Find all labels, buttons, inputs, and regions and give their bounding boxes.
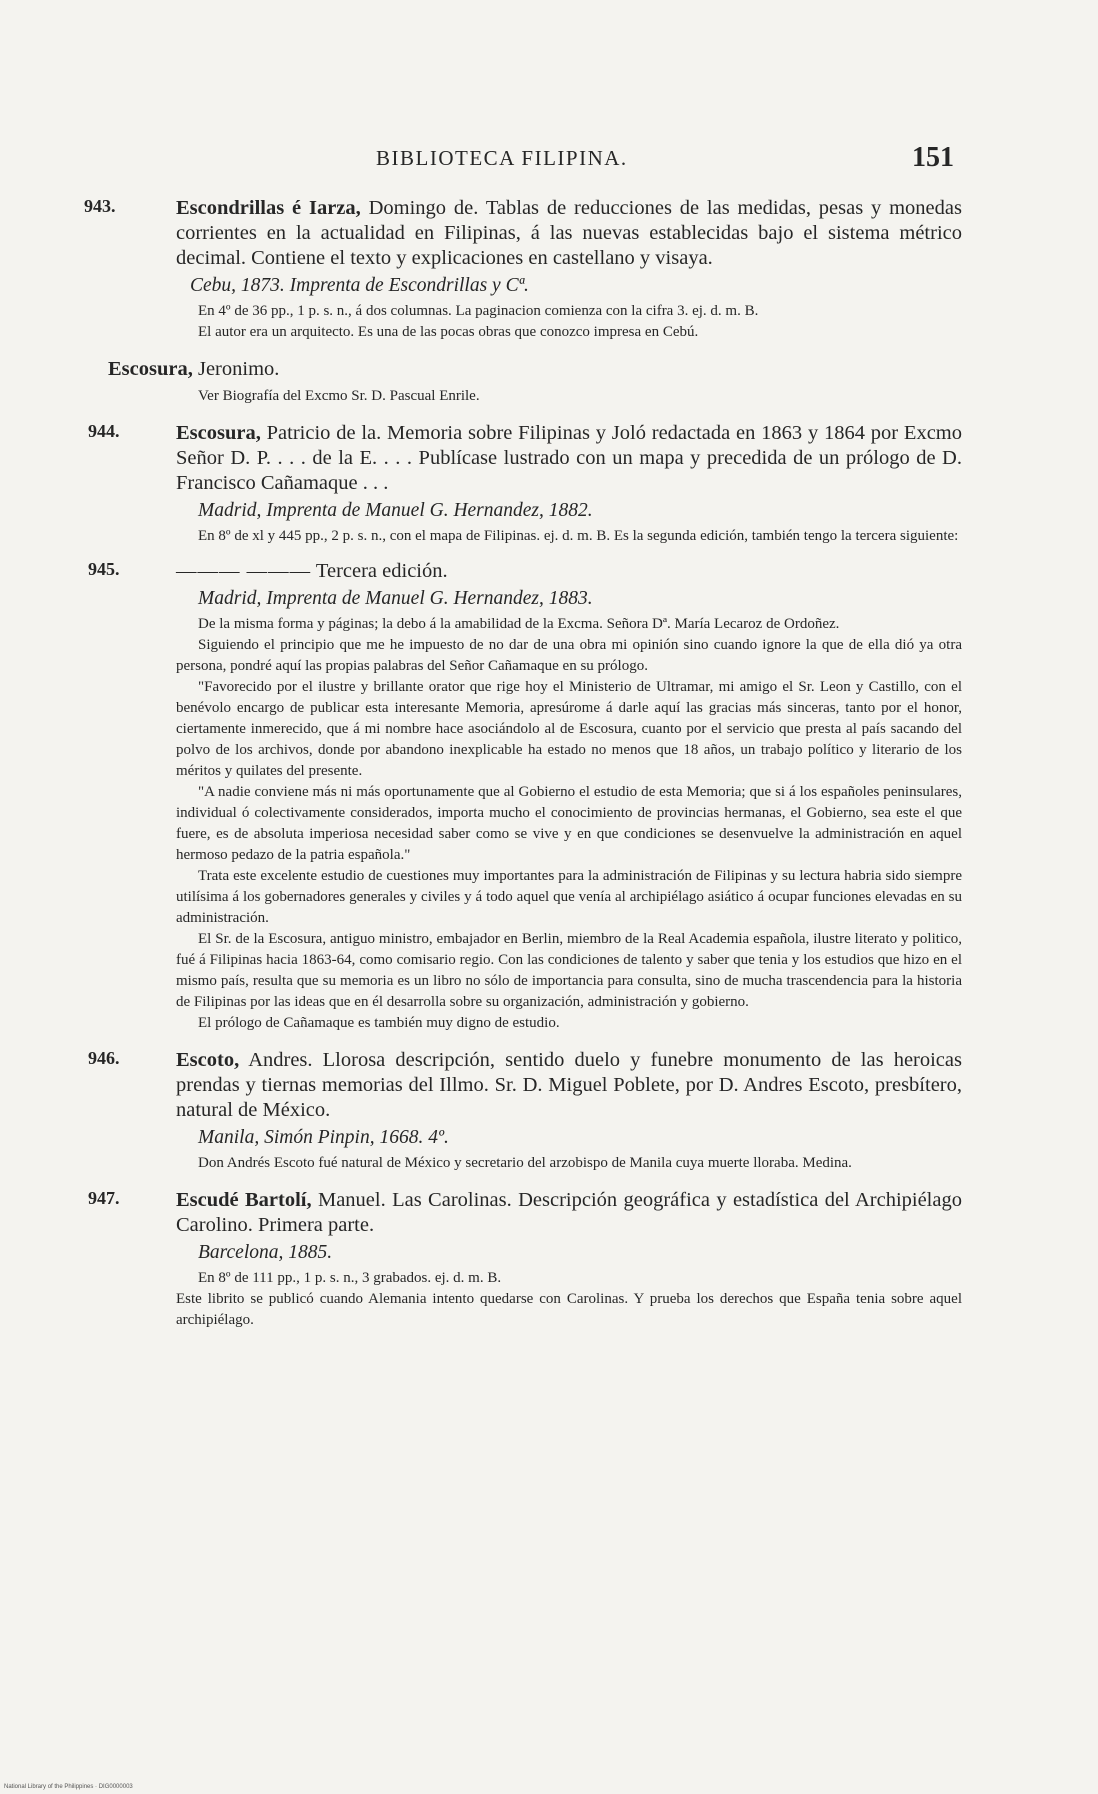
entry-author: Escudé Bartolí, — [176, 1189, 312, 1211]
entry-title-text: Tablas de reducciones de las medidas, pesas y monedas corrientes en la actualidad en Filipinas, á las nuevas establecidas bajo el sistema métrico decimal. Contiene el texto y explicaciones en castellano y visaya. — [176, 197, 962, 269]
entry-title — [134, 1048, 962, 1123]
entry-title — [134, 421, 962, 496]
entry-notes — [176, 301, 962, 343]
entry-imprint: Madrid, Imprenta de Manuel G. Hernandez, 1883. — [198, 588, 593, 609]
entry-given-name: Tercera edición. — [311, 560, 448, 582]
entry-ditto-dash: ——— ——— — [176, 560, 312, 582]
entry-notes — [176, 386, 962, 407]
entry-number: 944. — [88, 421, 120, 441]
entry-943 — [84, 196, 962, 343]
entry-note: El prólogo de Cañamaque es también muy digno de estudio. — [198, 1015, 560, 1031]
page-header — [0, 142, 1098, 176]
entry-notes — [176, 1268, 962, 1331]
entry-imprint: Madrid, Imprenta de Manuel G. Hernandez, 1882. — [198, 500, 593, 521]
entry-number: 943. — [84, 196, 116, 216]
entry-946 — [88, 1048, 962, 1174]
entry-given-name: Domingo de. — [360, 197, 479, 219]
entry-note: El Sr. de la Escosura, antiguo ministro, embajador en Berlin, miembro de la Real Academia española, ilustre literato y politico, fué á Filipinas hacia 1863-64, como comisario regio. Con las condiciones de talento y saber que tenia y los estudios que hizo en el mismo país, resulta que su memoria es un libro no sólo de importancia para consulta, sino de mucha trascendencia para la historia de Filipinas por las ideas que en él desarrolla sobre su organización, administración y gobierno. — [176, 931, 962, 1010]
entry-author: Escosura, — [108, 358, 193, 380]
entry-note: Don Andrés Escoto fué natural de México y secretario del arzobispo de Manila cuya muerte lloraba. Medina. — [198, 1155, 852, 1171]
entry-note: Ver Biografía del Excmo Sr. D. Pascual Enrile. — [198, 388, 480, 404]
entry-note: "A nadie conviene más ni más oportunamente que al Gobierno el estudio de esta Memoria; que si á los españoles peninsulares, individual ó colectivamente considerados, importa mucho el conocimiento de provincias hermanas, el Gobierno, sea este el que fuere, es de absoluta imperiosa necesidad saber como se vive y en que condiciones se desenvuelve la administración en aquel hermoso pedazo de la patria española." — [176, 784, 962, 863]
entry-title-text: Llorosa descripción, sentido duelo y funebre monumento de las heroicas prendas y tiernas memorias del Illmo. Sr. D. Miguel Poblete, por D. Andres Escoto, presbítero, natural de México. — [176, 1049, 962, 1121]
entry-imprint: Manila, Simón Pinpin, 1668. 4º. — [198, 1127, 449, 1148]
entry-title-text: Las Carolinas. Descripción geográfica y estadística del Archipiélago Carolino. Primera parte. — [176, 1189, 962, 1236]
entry-944 — [88, 421, 962, 547]
page-number: 151 — [912, 142, 954, 173]
entry-notes — [176, 1153, 962, 1174]
entry-title — [108, 357, 962, 382]
entry-title — [134, 559, 962, 584]
entry-title — [130, 196, 962, 271]
entry-note: En 8º de xl y 445 pp., 2 p. s. n., con el mapa de Filipinas. ej. d. m. B. Es la segunda edición, también tengo la tercera siguiente: — [198, 528, 959, 544]
entry-title-text: Memoria sobre Filipinas y Joló redactada en 1863 y 1864 por Excmo Señor D. P. . . . de la E. . . . Publícase lustrado con un mapa y precedida de un prólogo de D. Francisco Cañamaque . . . — [176, 422, 962, 494]
entry-given-name: Manuel. — [311, 1189, 386, 1211]
entry-note: El autor era un arquitecto. Es una de las pocas obras que conozco impresa en Cebú. — [198, 324, 699, 340]
entry-note: En 4º de 36 pp., 1 p. s. n., á dos columnas. La paginacion comienza con la cifra 3. ej. d. m. B. — [198, 303, 759, 319]
entry-note: "Favorecido por el ilustre y brillante orator que rige hoy el Ministerio de Ultramar, mi amigo el Sr. Leon y Castillo, con el benévolo encargo de publicar esta interesante Memoria, apresúrome á darle aquí las gracias más sinceras, tanto por el honor, ciertamente inmerecido, que á mi nombre hace asociándolo al de Escosura, cuanto por el servicio que presta al país sacando del polvo de los archivos, donde por abandono inexplicable ha estado no menos que 18 años, un trabajo político y literario de los méritos y quilates del presente. — [176, 679, 962, 779]
entry-945 — [88, 559, 962, 1034]
entry-given-name: Patricio de la. — [260, 422, 382, 444]
entry-note: De la misma forma y páginas; la debo á la amabilidad de la Excma. Señora Dª. María Lecaroz de Ordoñez. — [198, 616, 840, 632]
entry-imprint: Barcelona, 1885. — [198, 1242, 333, 1263]
entry-note: Trata este excelente estudio de cuestiones muy importantes para la administración de Filipinas y su lectura habria sido siempre utilísima á los gobernadores generales y civiles y á todo aquel que venía al archipiélago asiático á ocupar funciones elevadas en su administración. — [176, 868, 962, 926]
entry-note: Este librito se publicó cuando Alemania intento quedarse con Carolinas. Y prueba los derechos que España tenia sobre aquel archipiélago. — [176, 1291, 962, 1328]
entry-escosura-jeronimo — [92, 357, 962, 407]
entry-given-name: Andres. — [239, 1049, 313, 1071]
entry-number: 946. — [88, 1048, 120, 1068]
entry-author: Escosura, — [176, 422, 261, 444]
entry-number: 947. — [88, 1188, 120, 1208]
entry-author: Escoto, — [176, 1049, 240, 1071]
entry-notes — [176, 526, 962, 547]
entry-note: Siguiendo el principio que me he impuesto de no dar de una obra mi opinión sino cuando ignore la que de ella dió ya otra persona, pondré aquí las propias palabras del Señor Cañamaque en su prólogo. — [176, 637, 962, 674]
running-title: BIBLIOTECA FILIPINA. — [376, 146, 628, 170]
entry-number: 945. — [88, 559, 120, 579]
entry-given-name: Jeronimo. — [192, 358, 280, 380]
entry-947 — [88, 1188, 962, 1331]
entry-author: Escondrillas é Iarza, — [176, 197, 361, 219]
entry-imprint: Cebu, 1873. Imprenta de Escondrillas y Cª. — [190, 275, 529, 296]
entry-title — [134, 1188, 962, 1238]
entry-note: En 8º de 111 pp., 1 p. s. n., 3 grabados. ej. d. m. B. — [198, 1270, 502, 1286]
bibliography-entries — [84, 196, 962, 1331]
scan-credit: National Library of the Philippines · DIG0000003 — [4, 1784, 133, 1790]
entry-notes — [176, 614, 962, 1034]
